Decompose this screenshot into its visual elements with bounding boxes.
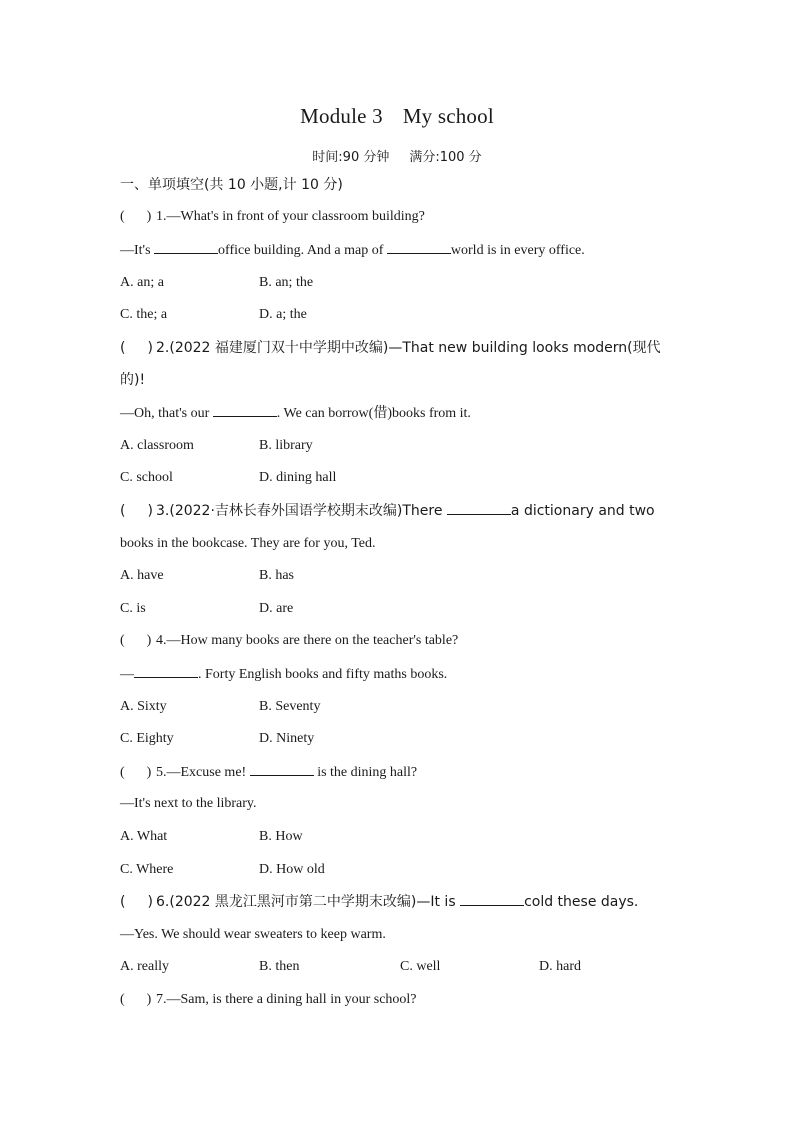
title-topic: My school <box>402 104 494 128</box>
question-7-stem <box>120 991 417 1009</box>
option-d: D. a; the <box>259 307 307 322</box>
answer-blank <box>447 502 511 515</box>
option-a: A. really <box>120 959 169 974</box>
question-2-stem-cont: 的)! <box>120 372 146 388</box>
question-text: 4.—How many books are there on the teacher's table? <box>156 633 459 648</box>
question-3-stem: ( ) 3.(2022·吉林长春外国语学校期末改编)There a dictionary and two <box>120 503 655 519</box>
option-d: D. How old <box>259 862 325 877</box>
option-c: C. Where <box>120 862 174 877</box>
answer-blank <box>134 665 198 678</box>
option-c: C. well <box>400 959 441 974</box>
answer-blank <box>213 404 277 417</box>
option-a: A. classroom <box>120 438 194 453</box>
question-1-stem <box>120 208 425 226</box>
question-text: 7.—Sam, is there a dining hall in your school? <box>156 992 417 1007</box>
question-4-stem <box>120 632 458 650</box>
section-heading: 一、单项填空(共 10 小题,计 10 分) <box>120 177 343 193</box>
answer-bracket: ( ) <box>120 894 153 910</box>
exam-score: 满分:100 分 <box>409 150 482 165</box>
option-d: D. dining hall <box>259 470 337 485</box>
option-c: C. school <box>120 470 173 485</box>
question-6-stem: ( ) 6.(2022 黑龙江黑河市第二中学期末改编)—It is cold these days. <box>120 894 639 910</box>
exam-time: 时间:90 分钟 <box>312 150 390 165</box>
answer-bracket: ( ) <box>120 992 152 1007</box>
option-a: A. an; a <box>120 275 164 290</box>
option-d: D. Ninety <box>259 731 315 746</box>
answer-blank <box>250 763 314 776</box>
option-a: A. Sixty <box>120 699 167 714</box>
option-b: B. an; the <box>259 275 314 290</box>
question-text: 6.(2022 黑龙江黑河市第二中学期末改编)—It is <box>156 894 461 910</box>
option-c: C. is <box>120 601 146 616</box>
question-text: 3.(2022·吉林长春外国语学校期末改编)There <box>156 503 447 519</box>
answer-blank <box>387 241 451 254</box>
option-b: B. library <box>259 438 313 453</box>
question-4-line2: — . Forty English books and fifty maths books. <box>120 667 448 682</box>
page-title <box>0 104 794 129</box>
question-2-stem <box>120 339 661 357</box>
answer-bracket: ( ) <box>120 503 153 519</box>
option-a: A. have <box>120 568 164 583</box>
option-b: B. Seventy <box>259 699 321 714</box>
question-text: 1.—What's in front of your classroom building? <box>156 209 425 224</box>
answer-bracket: ( ) <box>120 765 152 780</box>
option-b: B. then <box>259 959 300 974</box>
option-b: B. has <box>259 568 294 583</box>
option-c: C. Eighty <box>120 731 174 746</box>
question-text: 2.(2022 福建厦门双十中学期中改编)—That new building looks modern(现代 <box>156 340 661 356</box>
answer-bracket: ( ) <box>120 209 152 224</box>
answer-blank <box>154 241 218 254</box>
question-3-stem-cont: books in the bookcase. They are for you, Ted. <box>120 536 376 551</box>
question-2-line2: —Oh, that's our . We can borrow(借)books from it. <box>120 406 471 421</box>
title-module: Module 3 <box>300 104 383 128</box>
question-text: 5.—Excuse me! <box>156 765 250 780</box>
question-5-line2: —It's next to the library. <box>120 796 257 811</box>
question-1-line2: —It's office building. And a map of world is in every office. <box>120 243 585 258</box>
question-5-stem: ( ) 5.—Excuse me! is the dining hall? <box>120 765 418 780</box>
question-6-line2: —Yes. We should wear sweaters to keep warm. <box>120 927 386 942</box>
answer-bracket: ( ) <box>120 633 152 648</box>
answer-blank <box>460 893 524 906</box>
option-d: D. hard <box>539 959 581 974</box>
answer-bracket: ( ) <box>120 340 153 356</box>
option-c: C. the; a <box>120 307 168 322</box>
option-a: A. What <box>120 829 168 844</box>
option-b: B. How <box>259 829 303 844</box>
option-d: D. are <box>259 601 294 616</box>
exam-meta <box>0 146 794 165</box>
